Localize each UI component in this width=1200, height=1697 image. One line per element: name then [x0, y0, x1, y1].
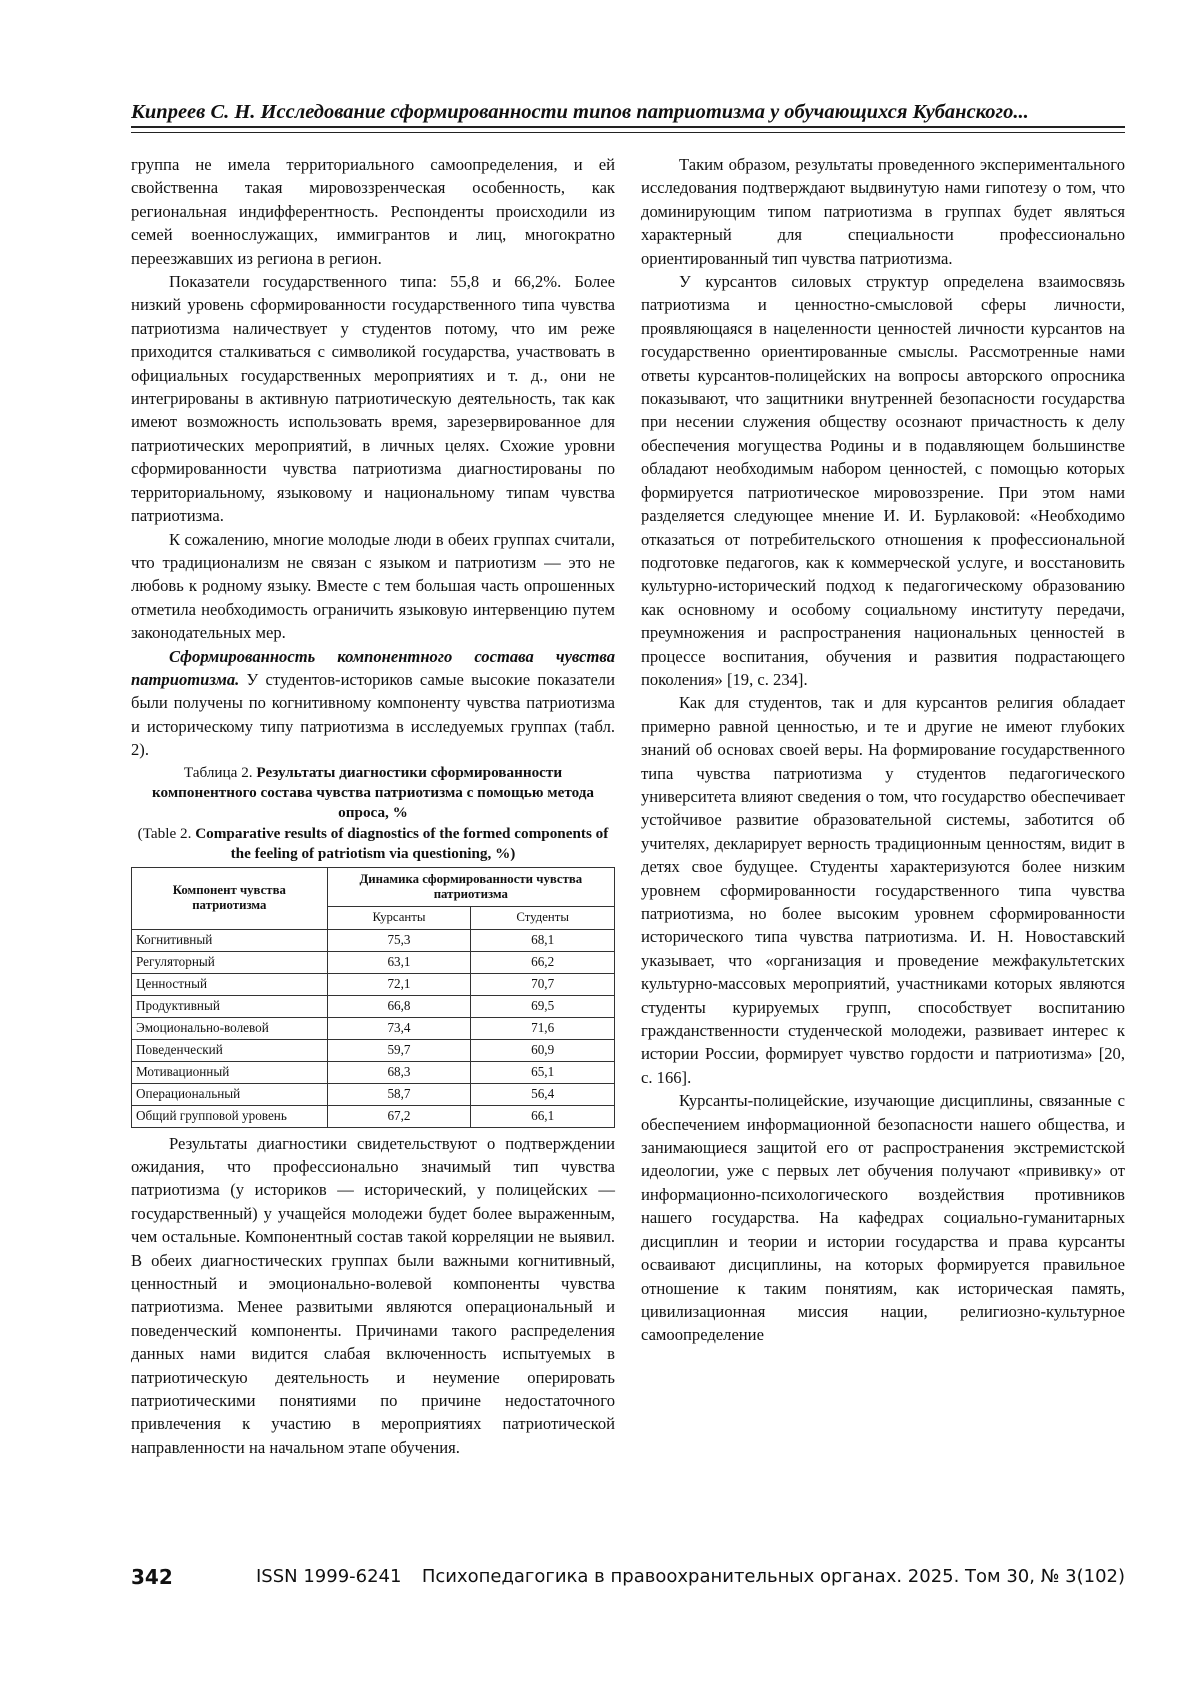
right-paragraph-2: У курсантов силовых структур определена взаимосвязь патриотизма и ценностно-смысловой сферы личности, проявляющаяся в нацеленности ценностей личности курсантов на государственно ориентированные смыслы. Рассмотренные нами ответы курсантов-полицейских на вопросы авторского опросника показывают, что защитники внутренней безопасности государства при несении служения обществу осознают причастность к делу обеспечения могущества Родины и в подавляющем большинстве обладают необходимым набором ценностей, с помощью которых формируется патриотическое мировоззрение. При этом нами разделяется следующее мнение И. И. Бурлаковой: «Необходимо отказаться от потребительского отношения к профессиональной подготовке педагогов, как к коммерческой услуге, и восстановить культурно-исторический подход к педагогическому образованию как основному и особому социальному институту передачи, преумножения и распространения национальных ценностей в процессе воспитания, обучения и развития подрастающего поколения» [19, с. 234]. [641, 272, 1125, 689]
left-paragraph-5: Результаты диагностики свидетельствуют о подтверждении ожидания, что профессионально значимый тип чувства патриотизма (у историков — исторический, у полицейских — государственный) у учащейся молодежи будет более выраженным, чем остальные. Компонентный состав такой корреляции не выявил. В обеих диагностических группах были важными когнитивный, ценностный и эмоционально-волевой компоненты чувства патриотизма. Менее развитыми являются операциональный и поведенческий компоненты. Причинами такого распределения данных нами видится слабая включенность испытуемых в патриотическую деятельность и неумение оперировать патриотическими понятиями по причине недостаточного привлечения к участию в мероприятиях патриотической направленности на начальном этапе обучения. [131, 1133, 615, 1457]
cadets-value: 72,1 [327, 973, 471, 995]
table-row [132, 1061, 615, 1083]
table-row [132, 973, 615, 995]
header-students: Студенты [471, 906, 615, 929]
left-paragraph-3: К сожалению, многие молодые люди в обеих группах считали, что традиционализм не связан с языком и патриотизм — это не любовь к родному языку. Вместе с тем большая часть опрошенных отметила необходимость ограничить языковую интервенцию путем законодательных мер. [131, 529, 615, 643]
students-value: 69,5 [471, 995, 615, 1017]
table-row [132, 951, 615, 973]
students-value: 68,1 [471, 929, 615, 951]
section-text: У студентов-историков самые высокие показатели были получены по когнитивному компоненту чувства патриотизма и историческому типу патриотизма в исследуемых группах (табл. 2). [131, 669, 615, 760]
table-caption-ru [131, 763, 615, 823]
right-paragraph-4: Курсанты-полицейские, изучающие дисциплины, связанные с обеспечением информационной безопасности нашего общества, и занимающиеся защитой его от распространения экстремистской идеологии, уже с первых лет обучения получают «прививку» от информационно-психологического воздействия противников нашего государства. На кафедрах социально-гуманитарных дисциплин и теории и истории государства и права курсанты осваивают дисциплины, на которых формируется правильное отношение к таким понятиям, как историческая память, цивилизационная миссия нации, религиозно-культурное самоопределение [641, 1091, 1125, 1345]
cadets-value: 63,1 [327, 951, 471, 973]
table-row [132, 1017, 615, 1039]
header-component: Компонент чувства патриотизма [132, 867, 328, 929]
row-label: Когнитивный [132, 929, 328, 951]
row-label: Продуктивный [132, 995, 328, 1017]
section-heading: Сформированность компонентного состава чувства патриотизма. [131, 646, 615, 689]
table-caption-en-prefix: (Table 2. [137, 824, 196, 842]
cadets-value: 75,3 [327, 929, 471, 951]
table-body [132, 929, 615, 1127]
left-column [131, 153, 615, 1459]
right-column [641, 153, 1125, 1347]
cadets-value: 73,4 [327, 1017, 471, 1039]
header-dynamics: Динамика сформированности чувства патриотизма [327, 867, 614, 906]
table-row [132, 1105, 615, 1127]
right-paragraph-3: Как для студентов, так и для курсантов религия обладает примерно равной ценностью, и те и другие не имеют глубоких знаний об основах своей веры. На формирование государственного типа чувства патриотизма у студентов педагогического университета влияют сведения о том, что государство обеспечивает устойчивое развитие образовательной системы, заботится об учителях, декларирует верность традиционным ценностям, видит в детях свое будущее. Студенты характеризуются более низким уровнем сформированности государственного типа чувства патриотизма, но более высоким уровнем сформированности исторического типа чувства патриотизма. И. Н. Новоставский указывает, что «организация и проведение межфакультетских культурно-массовых мероприятий, участниками которых являются студенты курируемых групп, способствует воспитанию гражданственности студенческой молодежи, развивает интерес к истории России, формирует чувство гордости и патриотизма» [20, с. 166]. [641, 693, 1125, 1087]
students-value: 70,7 [471, 973, 615, 995]
students-value: 66,2 [471, 951, 615, 973]
running-title: Кипреев С. Н. Исследование сформированности типов патриотизма у обучающихся Кубанского... [131, 101, 1029, 123]
students-value: 66,1 [471, 1105, 615, 1127]
table-caption-en-title: Comparative results of diagnostics of the formed components of the feeling of patriotism via questioning, %) [195, 824, 609, 862]
students-value: 60,9 [471, 1039, 615, 1061]
left-paragraph-4 [131, 645, 615, 762]
table-row [132, 1039, 615, 1061]
table-caption-ru-title: Результаты диагностики сформированности компонентного состава чувства патриотизма с помощью метода опроса, % [151, 763, 595, 821]
table-row [132, 1083, 615, 1105]
results-table [131, 867, 615, 1128]
row-label: Поведенческий [132, 1039, 328, 1061]
table-row [132, 929, 615, 951]
page-number: 342 [131, 1565, 173, 1589]
cadets-value: 59,7 [327, 1039, 471, 1061]
row-label: Ценностный [132, 973, 328, 995]
row-label: Эмоционально-волевой [132, 1017, 328, 1039]
students-value: 56,4 [471, 1083, 615, 1105]
left-paragraph-1: группа не имела территориального самоопределения, и ей свойственна такая мировоззренческая особенность, как региональная индифферентность. Респонденты происходили из семей военнослужащих, иммигрантов и лиц, многократно переезжавших из региона в регион. [131, 155, 615, 268]
table-caption-ru-prefix: Таблица 2. [183, 763, 257, 781]
students-value: 65,1 [471, 1061, 615, 1083]
issn: ISSN 1999-6241 [256, 1566, 402, 1587]
cadets-value: 68,3 [327, 1061, 471, 1083]
journal-citation: Психопедагогика в правоохранительных органах. 2025. Том 30, № 3(102) [421, 1566, 1125, 1587]
row-label: Общий групповой уровень [132, 1105, 328, 1127]
cadets-value: 58,7 [327, 1083, 471, 1105]
row-label: Регуляторный [132, 951, 328, 973]
table-caption-en [131, 824, 615, 864]
table-row [132, 995, 615, 1017]
header-rule-thick [131, 126, 1125, 128]
header-cadets: Курсанты [327, 906, 471, 929]
row-label: Мотивационный [132, 1061, 328, 1083]
cadets-value: 67,2 [327, 1105, 471, 1127]
header-rule-thin [131, 132, 1125, 133]
left-paragraph-2: Показатели государственного типа: 55,8 и 66,2%. Более низкий уровень сформированности государственного типа чувства патриотизма наличествует у студентов потому, что им реже приходится сталкиваться с символикой государства, участвовать в официальных государственных мероприятиях и т. д., они не интегрированы в активную патриотическую деятельность, так как имеют возможность использовать время, зарезервированное для патриотических мероприятий, в личных целях. Схожие уровни сформированности чувства патриотизма диагностированы по территориальному, языковому и национальному типам чувства патриотизма. [131, 272, 615, 526]
right-paragraph-1: Таким образом, результаты проведенного экспериментального исследования подтверждают выдвинутую нами гипотезу о том, что доминирующим типом патриотизма в группах будет являться характерный для специальности профессионально ориентированный тип чувства патриотизма. [641, 155, 1125, 268]
cadets-value: 66,8 [327, 995, 471, 1017]
page-footer [131, 1563, 1125, 1591]
row-label: Операциональный [132, 1083, 328, 1105]
students-value: 71,6 [471, 1017, 615, 1039]
